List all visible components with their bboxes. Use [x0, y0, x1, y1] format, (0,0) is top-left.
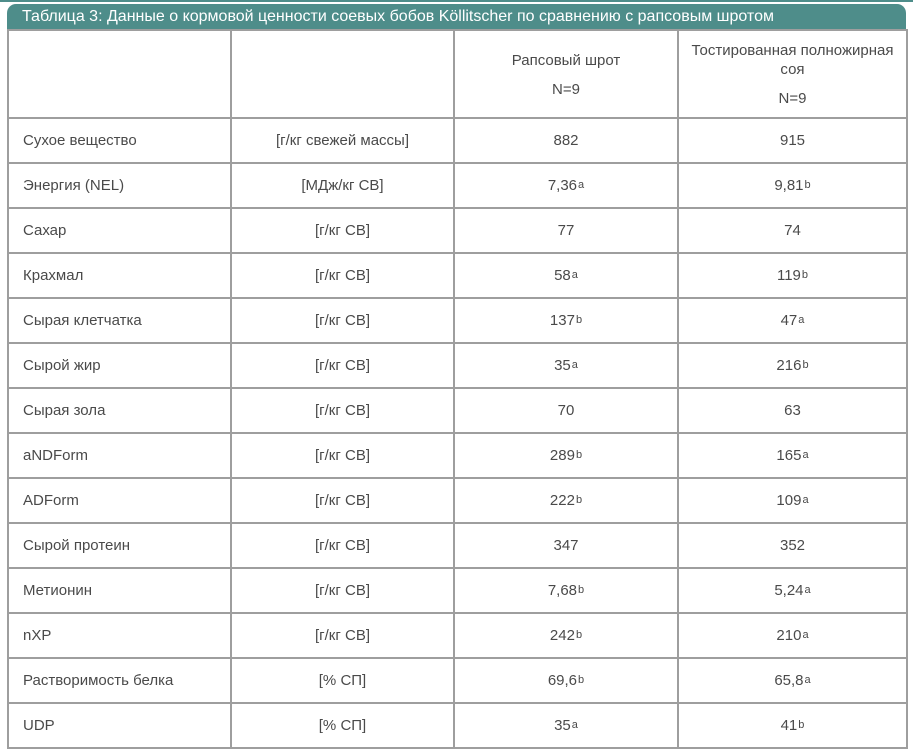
soy-value-cell: 165a: [678, 433, 907, 478]
rapeseed-value-cell: 7,36a: [454, 163, 678, 208]
soy-value-cell: 63: [678, 388, 907, 433]
parameter-cell: UDP: [8, 703, 231, 748]
soy-value-cell: 41b: [678, 703, 907, 748]
table-row: [8, 568, 907, 613]
parameter-cell: aNDForm: [8, 433, 231, 478]
unit-cell: [г/кг СВ]: [231, 523, 454, 568]
top-accent-rule: [0, 0, 913, 2]
header-toasted-soy: [678, 30, 907, 118]
significance-letter: b: [575, 449, 583, 461]
soy-value-cell: 210a: [678, 613, 907, 658]
rapeseed-value-cell: 137b: [454, 298, 678, 343]
significance-letter: a: [798, 314, 805, 326]
significance-letter: a: [571, 359, 578, 371]
significance-letter: a: [804, 584, 811, 596]
table-row: [8, 163, 907, 208]
parameter-cell: ADForm: [8, 478, 231, 523]
rapeseed-value-cell: 242b: [454, 613, 678, 658]
significance-letter: b: [801, 269, 809, 281]
parameter-cell: Растворимость белка: [8, 658, 231, 703]
table-row: [8, 118, 907, 163]
table-row: [8, 208, 907, 253]
rapeseed-value-cell: 58a: [454, 253, 678, 298]
unit-cell: [г/кг СВ]: [231, 433, 454, 478]
significance-letter: b: [798, 719, 805, 731]
soy-value-cell: 74: [678, 208, 907, 253]
parameter-cell: Метионин: [8, 568, 231, 613]
feed-value-table: [7, 29, 908, 749]
unit-cell: [г/кг СВ]: [231, 478, 454, 523]
table-title: Таблица 3: Данные о кормовой ценности соевых бобов Köllitscher по сравнению с рапсовым шротом: [22, 8, 774, 25]
significance-letter: a: [578, 179, 585, 191]
header-rapeseed-name: Рапсовый шрот: [511, 51, 621, 69]
table-row: [8, 613, 907, 658]
unit-cell: [МДж/кг СВ]: [231, 163, 454, 208]
table-title-bar: [7, 4, 906, 29]
rapeseed-value-cell: 35a: [454, 343, 678, 388]
table-row: [8, 388, 907, 433]
table-row: [8, 298, 907, 343]
soy-value-cell: 119b: [678, 253, 907, 298]
unit-cell: [г/кг СВ]: [231, 568, 454, 613]
significance-letter: a: [802, 494, 809, 506]
rapeseed-value-cell: 69,6b: [454, 658, 678, 703]
parameter-cell: Сырой жир: [8, 343, 231, 388]
unit-cell: [г/кг СВ]: [231, 613, 454, 658]
table-row: [8, 343, 907, 388]
soy-value-cell: 216b: [678, 343, 907, 388]
rapeseed-value-cell: 35a: [454, 703, 678, 748]
soy-value-cell: 9,81b: [678, 163, 907, 208]
significance-letter: a: [804, 674, 811, 686]
significance-letter: a: [571, 719, 578, 731]
parameter-cell: Сырая клетчатка: [8, 298, 231, 343]
parameter-cell: Энергия (NEL): [8, 163, 231, 208]
soy-value-cell: 47a: [678, 298, 907, 343]
significance-letter: a: [802, 629, 809, 641]
unit-cell: [г/кг СВ]: [231, 253, 454, 298]
table-row: [8, 658, 907, 703]
unit-cell: [г/кг СВ]: [231, 343, 454, 388]
significance-letter: b: [575, 494, 583, 506]
unit-cell: [г/кг свежей массы]: [231, 118, 454, 163]
unit-cell: [г/кг СВ]: [231, 388, 454, 433]
parameter-cell: Сухое вещество: [8, 118, 231, 163]
significance-letter: b: [802, 359, 809, 371]
rapeseed-value-cell: 7,68b: [454, 568, 678, 613]
significance-letter: a: [571, 269, 578, 281]
header-soy-name: Тостированная полножирная соя: [691, 42, 894, 78]
rapeseed-value-cell: 289b: [454, 433, 678, 478]
rapeseed-value-cell: 77: [454, 208, 678, 253]
header-unit-empty: [231, 30, 454, 118]
parameter-cell: Сырой протеин: [8, 523, 231, 568]
rapeseed-value-cell: 347: [454, 523, 678, 568]
unit-cell: [% СП]: [231, 703, 454, 748]
significance-letter: a: [802, 449, 809, 461]
table-row: [8, 433, 907, 478]
unit-cell: [г/кг СВ]: [231, 208, 454, 253]
significance-letter: b: [575, 314, 583, 326]
soy-value-cell: 352: [678, 523, 907, 568]
table-row: [8, 523, 907, 568]
rapeseed-value-cell: 222b: [454, 478, 678, 523]
header-row: [8, 30, 907, 118]
header-soy-n: N=9: [778, 90, 807, 107]
rapeseed-value-cell: 70: [454, 388, 678, 433]
soy-value-cell: 65,8a: [678, 658, 907, 703]
header-rapeseed-n: N=9: [552, 80, 580, 98]
significance-letter: b: [578, 674, 585, 686]
header-parameter-empty: [8, 30, 231, 118]
table-row: [8, 478, 907, 523]
significance-letter: b: [804, 179, 811, 191]
parameter-cell: Сырая зола: [8, 388, 231, 433]
significance-letter: b: [575, 629, 583, 641]
table-body: [8, 118, 907, 748]
rapeseed-value-cell: 882: [454, 118, 678, 163]
parameter-cell: Крахмал: [8, 253, 231, 298]
table-row: [8, 253, 907, 298]
parameter-cell: nXP: [8, 613, 231, 658]
table-row: [8, 703, 907, 748]
unit-cell: [г/кг СВ]: [231, 298, 454, 343]
significance-letter: b: [578, 584, 585, 596]
unit-cell: [% СП]: [231, 658, 454, 703]
soy-value-cell: 109a: [678, 478, 907, 523]
parameter-cell: Сахар: [8, 208, 231, 253]
header-rapeseed-meal: [454, 30, 678, 118]
soy-value-cell: 5,24a: [678, 568, 907, 613]
soy-value-cell: 915: [678, 118, 907, 163]
